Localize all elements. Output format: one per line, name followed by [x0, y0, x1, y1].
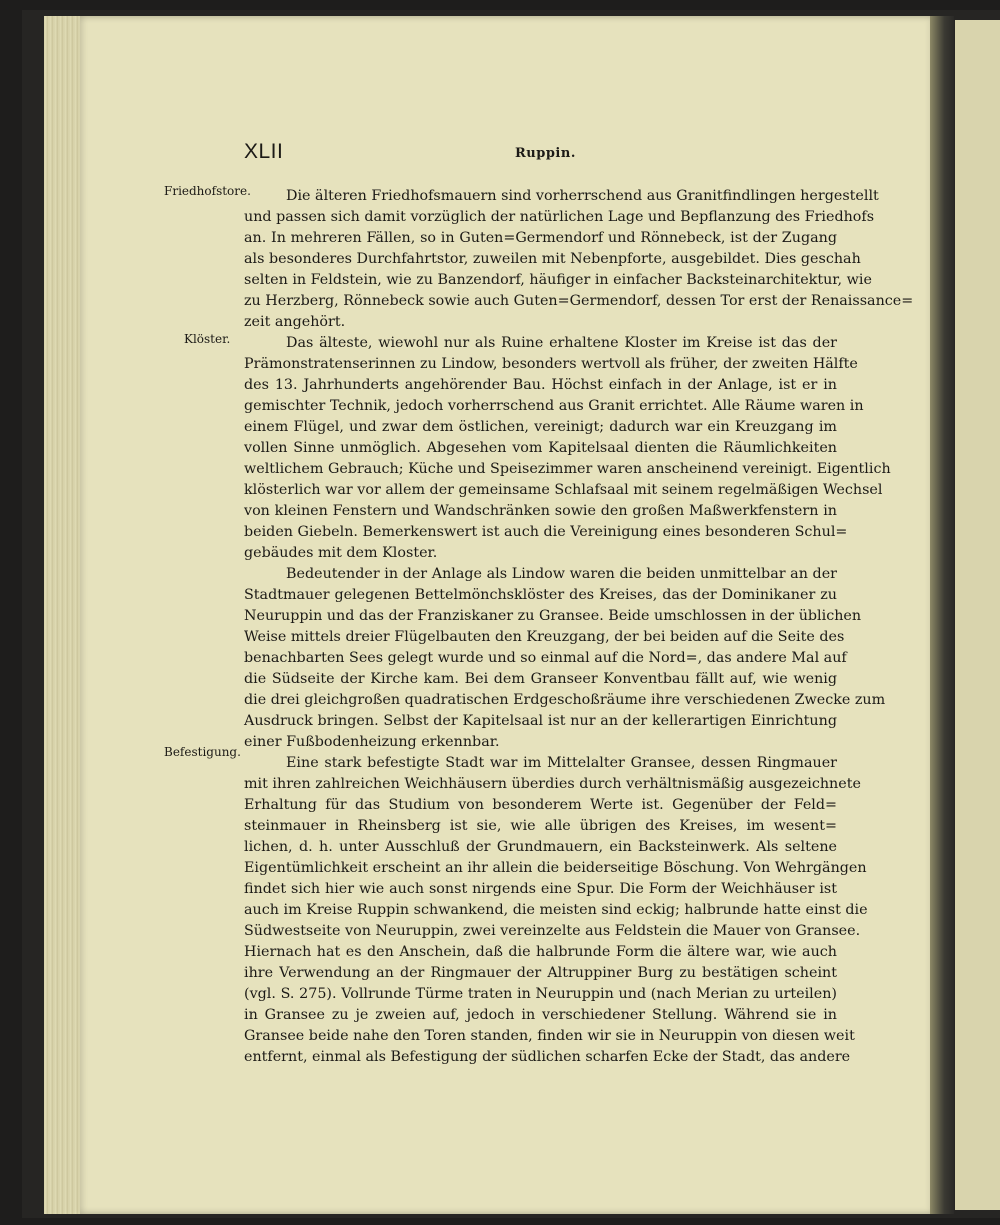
text-line: Gransee beide nahe den Toren standen, finden wir sie in Neuruppin von diesen weit	[244, 1028, 855, 1044]
text-line: Eigentümlichkeit erscheint an ihr allein die beiderseitige Böschung. Von Wehrgängen	[244, 860, 867, 876]
text-line: von kleinen Fenstern und Wandschränken sowie den großen Maßwerkfenstern in	[244, 503, 837, 519]
text-line: Erhaltung für das Studium von besonderem Werte ist. Gegenüber der Feld=	[244, 797, 837, 813]
text-line: lichen, d. h. unter Ausschluß der Grundmauern, ein Backsteinwerk. Als seltene	[244, 839, 837, 855]
text-line: weltlichem Gebrauch; Küche und Speisezimmer waren anscheinend vereinigt. Eigentlich	[244, 461, 891, 477]
text-line: des 13. Jahrhunderts angehörender Bau. Höchst einfach in der Anlage, ist er in	[244, 377, 837, 393]
text-line: zeit angehört.	[244, 314, 346, 330]
running-head: Ruppin.	[515, 146, 576, 161]
text-line: Neuruppin und das der Franziskaner zu Gransee. Beide umschlossen in der üblichen	[244, 608, 862, 624]
text-line: ihre Verwendung an der Ringmauer der Altruppiner Burg zu bestätigen scheint	[244, 965, 837, 981]
text-line: beiden Giebeln. Bemerkenswert ist auch die Vereinigung eines besonderen Schul=	[244, 524, 848, 540]
text-line: selten in Feldstein, wie zu Banzendorf, häufiger in einfacher Backsteinarchitektur, wie	[244, 272, 872, 288]
text-line: Das älteste, wiewohl nur als Ruine erhaltene Kloster im Kreise ist das der	[286, 335, 837, 351]
text-line: an. In mehreren Fällen, so in Guten=Germendorf und Rönnebeck, ist der Zugang	[244, 230, 837, 246]
text-line: vollen Sinne unmöglich. Abgesehen vom Kapitelsaal dienten die Räumlichkeiten	[244, 440, 837, 456]
text-line: Hiernach hat es den Anschein, daß die halbrunde Form die ältere war, wie auch	[244, 944, 837, 960]
text-line: zu Herzberg, Rönnebeck sowie auch Guten=Germendorf, dessen Tor erst der Renaissance=	[244, 293, 914, 309]
text-line: Prämonstratenserinnen zu Lindow, besonders wertvoll als früher, der zweiten Hälfte	[244, 356, 858, 372]
text-line: Bedeutender in der Anlage als Lindow waren die beiden unmittelbar an der	[286, 566, 837, 582]
text-line: gebäudes mit dem Kloster.	[244, 545, 438, 561]
facing-page-edge	[955, 20, 1000, 1210]
text-line: Die älteren Friedhofsmauern sind vorherrschend aus Granitfindlingen hergestellt	[286, 188, 879, 204]
text-line: Ausdruck bringen. Selbst der Kapitelsaal ist nur an der kellerartigen Einrichtung	[244, 713, 837, 729]
text-line: benachbarten Sees gelegt wurde und so einmal auf die Nord=, das andere Mal auf	[244, 650, 847, 666]
text-line: gemischter Technik, jedoch vorherrschend aus Granit errichtet. Alle Räume waren in	[244, 398, 864, 414]
text-line: klösterlich war vor allem der gemeinsame Schlafsaal mit seinem regelmäßigen Wechsel	[244, 482, 883, 498]
text-line: als besonderes Durchfahrtstor, zuweilen mit Nebenpforte, ausgebildet. Dies geschah	[244, 251, 861, 267]
marginal-note-kloester: Klöster.	[184, 332, 231, 346]
marginal-note-befestigung: Befestigung.	[164, 745, 241, 759]
text-line: mit ihren zahlreichen Weichhäusern überdies durch verhältnismäßig ausgezeichnete	[244, 776, 861, 792]
text-line: steinmauer in Rheinsberg ist sie, wie alle übrigen des Kreises, im wesent=	[244, 818, 837, 834]
text-line: Weise mittels dreier Flügelbauten den Kreuzgang, der bei beiden auf die Seite des	[244, 629, 845, 645]
text-line: einem Flügel, und zwar dem östlichen, vereinigt; dadurch war ein Kreuzgang im	[244, 419, 837, 435]
page-edges	[44, 16, 84, 1214]
text-line: in Gransee zu je zweien auf, jedoch in verschiedener Stellung. Während sie in	[244, 1007, 837, 1023]
page-number: XLII	[244, 140, 284, 163]
text-line: die drei gleichgroßen quadratischen Erdgeschoßräume ihre verschiedenen Zwecke zum	[244, 692, 886, 708]
text-line: die Südseite der Kirche kam. Bei dem Granseer Konventbau fällt auf, wie wenig	[244, 671, 837, 687]
text-line: einer Fußbodenheizung erkennbar.	[244, 734, 500, 750]
text-line: auch im Kreise Ruppin schwankend, die meisten sind eckig; halbrunde hatte einst die	[244, 902, 868, 918]
text-line: findet sich hier wie auch sonst nirgends eine Spur. Die Form der Weichhäuser ist	[244, 881, 837, 897]
marginal-note-friedhofstore: Friedhofstore.	[164, 184, 251, 198]
text-line: Stadtmauer gelegenen Bettelmönchsklöster des Kreises, das der Dominikaner zu	[244, 587, 837, 603]
text-line: Südwestseite von Neuruppin, zwei vereinzelte aus Feldstein die Mauer von Gransee.	[244, 923, 861, 939]
text-line: entfernt, einmal als Befestigung der südlichen scharfen Ecke der Stadt, das andere	[244, 1049, 851, 1065]
text-line: und passen sich damit vorzüglich der natürlichen Lage und Bepflanzung des Friedhofs	[244, 209, 875, 225]
text-line: Eine stark befestigte Stadt war im Mittelalter Gransee, dessen Ringmauer	[286, 755, 837, 771]
book-gutter	[930, 16, 954, 1214]
text-line: (vgl. S. 275). Vollrunde Türme traten in Neuruppin und (nach Merian zu urteilen)	[244, 986, 837, 1002]
